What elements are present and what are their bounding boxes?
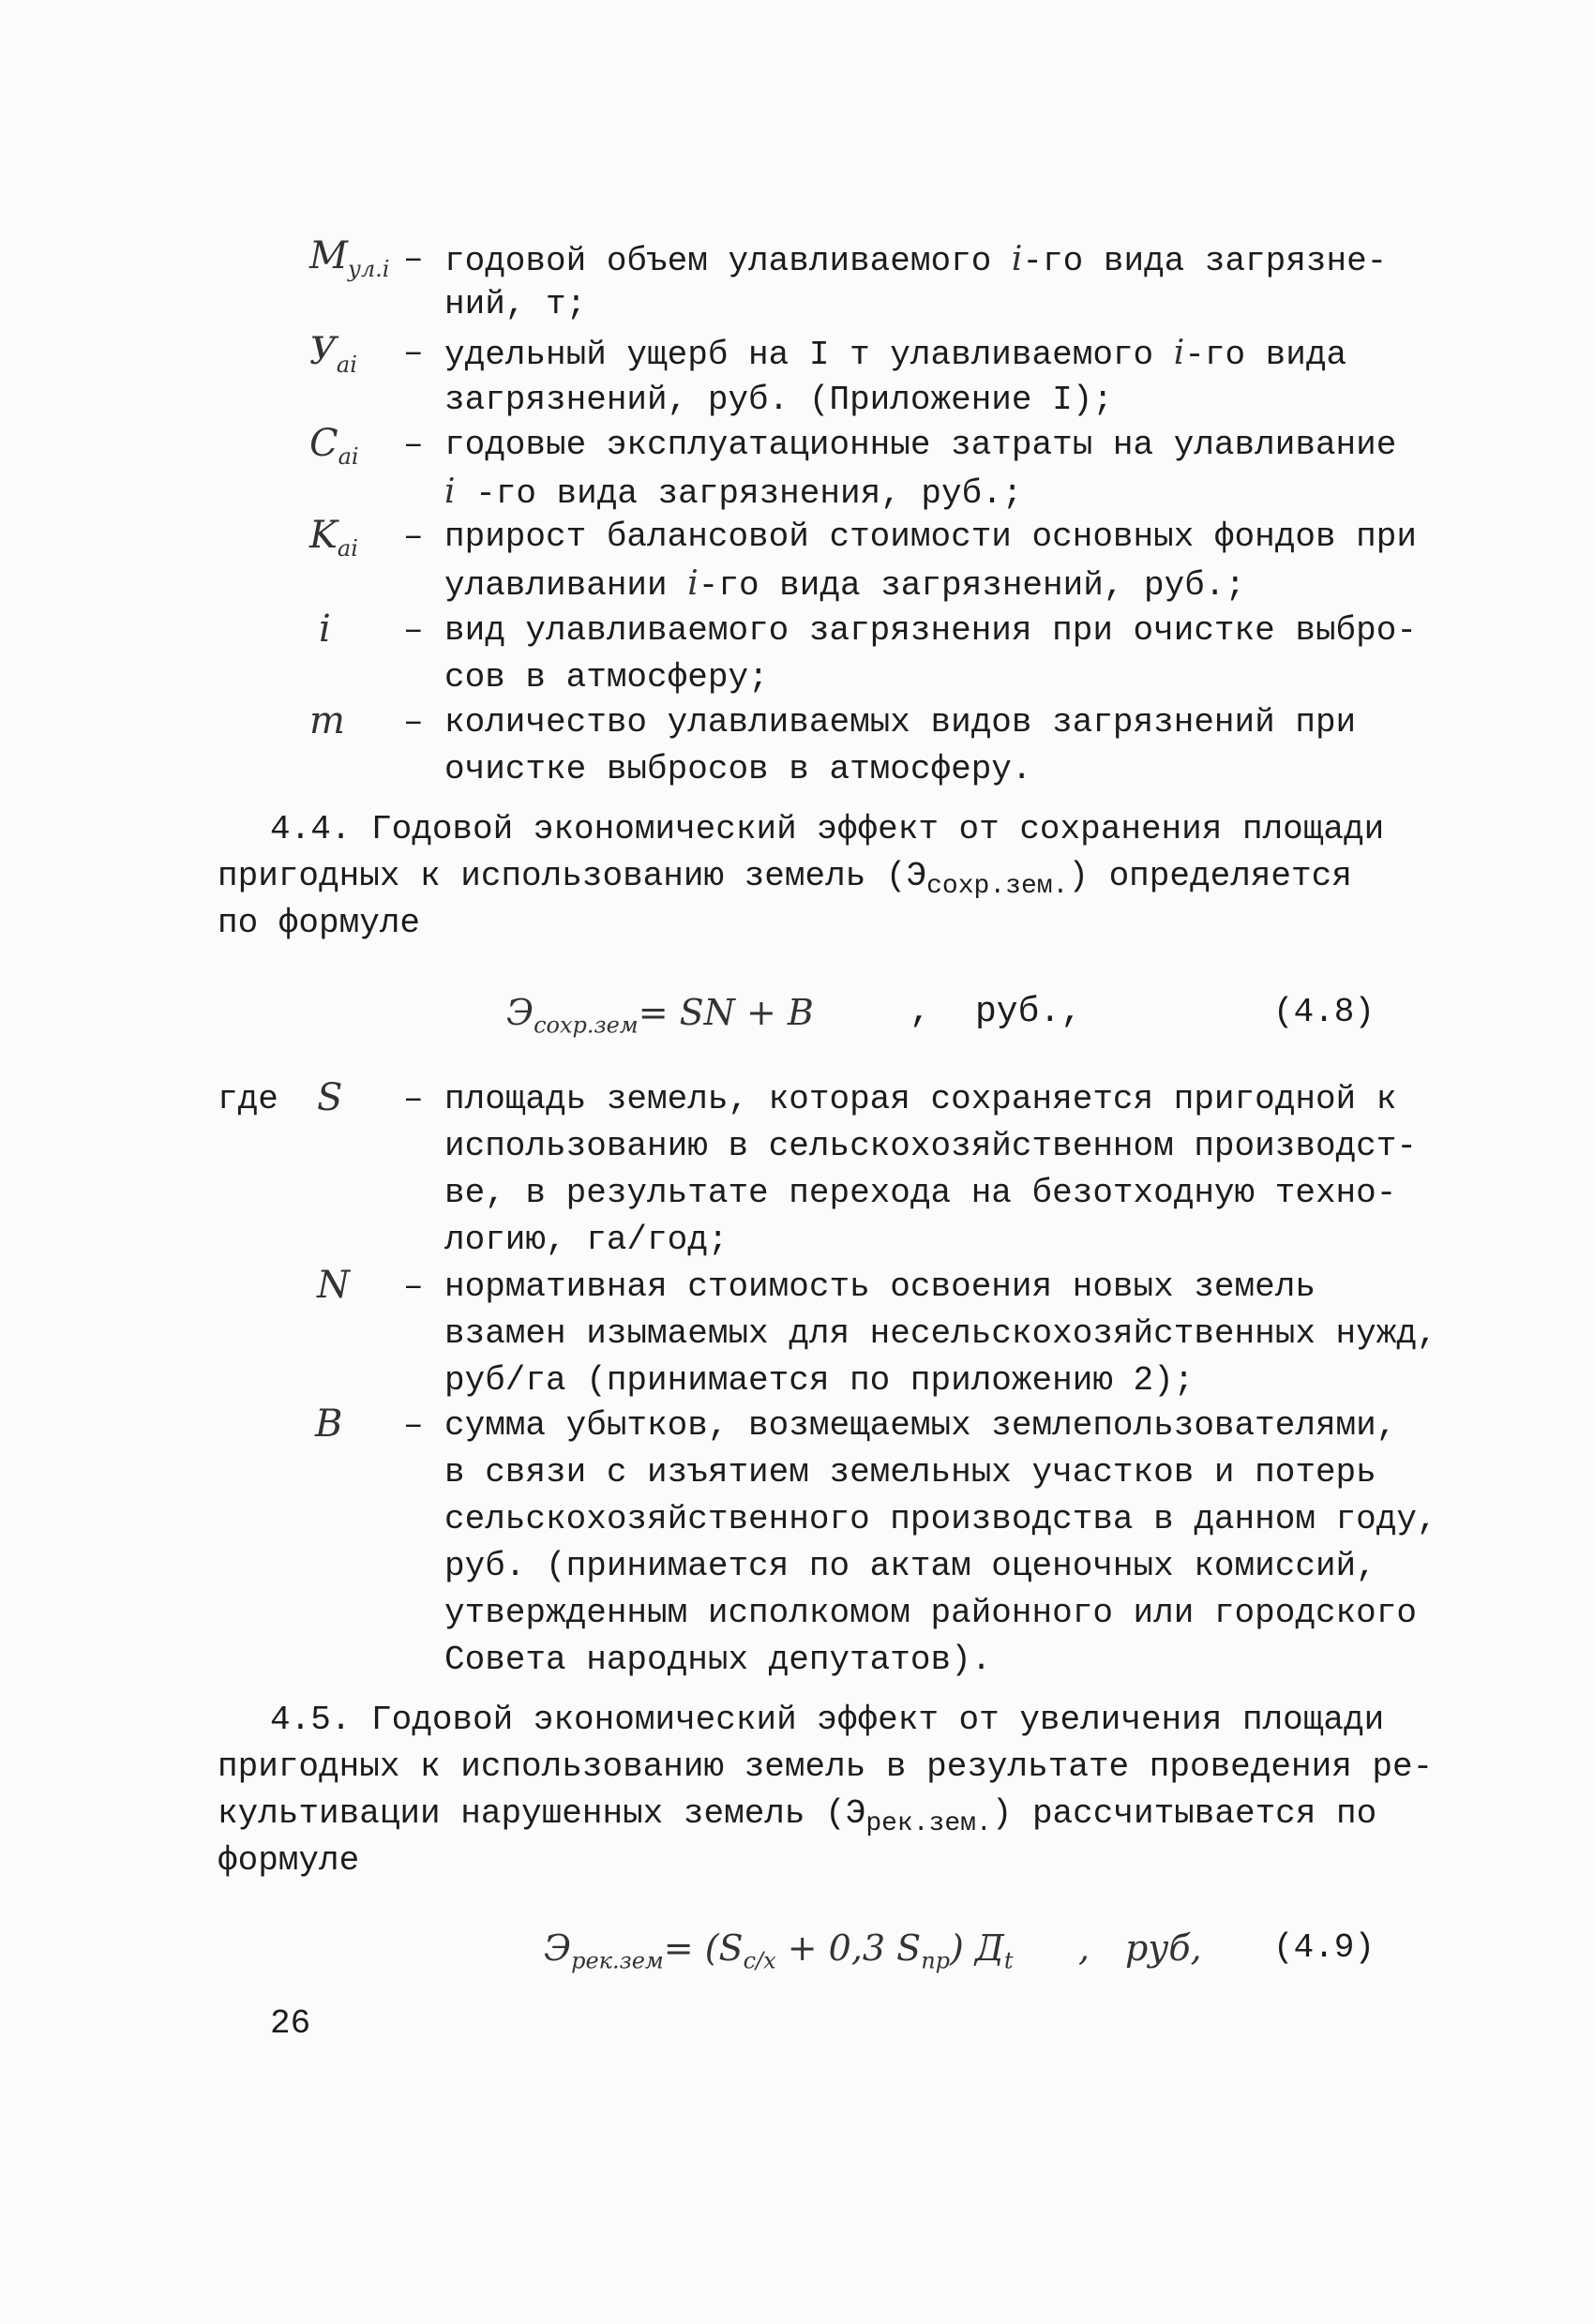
definition-text-line: сов в атмосферу; <box>444 658 769 697</box>
definition-text-line: вид улавливаемого загрязнения при очистке выбро- <box>444 611 1417 650</box>
definition-text-line: сумма убытков, возмещаемых землепользователями, <box>444 1406 1397 1445</box>
definition-text-line: количество улавливаемых видов загрязнений при <box>444 703 1357 742</box>
formula-expression: $Э_{рек.зем}= (S_{с/х} + 0,3$ $S_{пр}$) $Д_t$ <box>544 1927 1014 1974</box>
definition-text-line: улавливании i-го вида загрязнений, руб.; <box>444 564 1246 605</box>
definition-text-line: очистке выбросов в атмосферу. <box>444 750 1032 788</box>
page-number: 26 <box>270 2004 311 2043</box>
definition-text-line: руб/га (принимается по приложению 2); <box>444 1361 1195 1400</box>
definition-dash: – <box>403 426 424 464</box>
paragraph-line: по формуле <box>218 904 421 942</box>
paragraph-line: 4.4. Годовой экономический эффект от сохранения площади <box>270 810 1385 848</box>
formula-unit: руб, <box>1125 1927 1202 1969</box>
paragraph-line: формуле <box>218 1841 360 1880</box>
definition-symbol: $C_{ai}$ <box>309 422 359 470</box>
definition-symbol: i <box>319 607 331 651</box>
definition-text-line: загрязнений, руб. (Приложение I); <box>444 381 1113 419</box>
definition-text-line: удельный ущерб на I т улавливаемого i-го вида <box>444 334 1347 374</box>
definition-dash: – <box>403 1406 424 1445</box>
definition-text-line: взамен изымаемых для несельскохозяйственных нужд, <box>444 1314 1437 1353</box>
definition-dash: – <box>403 517 424 556</box>
definition-symbol: B <box>315 1402 343 1446</box>
definition-dash: – <box>403 703 424 742</box>
definition-text-line: руб. (принимается по актам оценочных комиссий, <box>444 1547 1376 1585</box>
paragraph-line: пригодных к использованию земель в результате проведения ре- <box>218 1747 1434 1786</box>
definition-dash: – <box>403 240 424 278</box>
definition-symbol: $M_{ул.i}$ <box>309 234 390 282</box>
formula-comma: , <box>910 992 931 1032</box>
definition-text-line: ний, т; <box>444 285 587 323</box>
definition-text-line: утвержденным исполкомом районного или городского <box>444 1594 1417 1632</box>
definition-text-line: годовые эксплуатационные затраты на улавливание <box>444 426 1397 464</box>
definition-symbol: m <box>309 699 345 742</box>
definition-dash: – <box>403 334 424 372</box>
definition-text-line: логию, га/год; <box>444 1221 729 1259</box>
definition-text-line: i -го вида загрязнения, руб.; <box>444 472 1023 513</box>
definition-symbol: S <box>317 1076 343 1119</box>
definition-text-line: годовой объем улавливаемого i-го вида загрязне- <box>444 240 1388 280</box>
definition-symbol: $У_{ai}$ <box>309 330 357 378</box>
formula-comma: , <box>1078 1927 1090 1969</box>
formula-expression: $Э_{сохр.зем}=$ SN + B <box>506 992 814 1039</box>
formula-unit: руб., <box>975 992 1083 1032</box>
definition-text-line: площадь земель, которая сохраняется пригодной к <box>444 1080 1397 1118</box>
definition-symbol: $K_{ai}$ <box>309 514 358 562</box>
equation-number: (4.9) <box>1273 1928 1376 1967</box>
definition-text-line: в связи с изъятием земельных участков и потерь <box>444 1453 1376 1492</box>
definition-text-line: использованию в сельскохозяйственном производст- <box>444 1127 1417 1165</box>
equation-number: (4.8) <box>1273 993 1376 1031</box>
definition-text-line: прирост балансовой стоимости основных фондов при <box>444 517 1417 556</box>
definition-dash: – <box>403 1080 424 1118</box>
definition-text-line: нормативная стоимость освоения новых земель <box>444 1267 1316 1306</box>
definition-dash: – <box>403 611 424 650</box>
definition-symbol: N <box>317 1264 350 1307</box>
definition-text-line: Совета народных депутатов). <box>444 1641 992 1679</box>
paragraph-line: 4.5. Годовой экономический эффект от увеличения площади <box>270 1701 1385 1739</box>
paragraph-line: культивации нарушенных земель $(Э_{рек.зем.})$ рассчитывается по <box>218 1794 1377 1839</box>
paragraph-line: пригодных к использованию земель $(Э_{сохр.зем.})$ определяется <box>218 857 1352 902</box>
definition-dash: – <box>403 1267 424 1306</box>
definition-text-line: сельскохозяйственного производства в данном году, <box>444 1500 1437 1538</box>
definition-text-line: ве, в результате перехода на безотходную техно- <box>444 1174 1397 1212</box>
where-label: где <box>218 1080 278 1118</box>
